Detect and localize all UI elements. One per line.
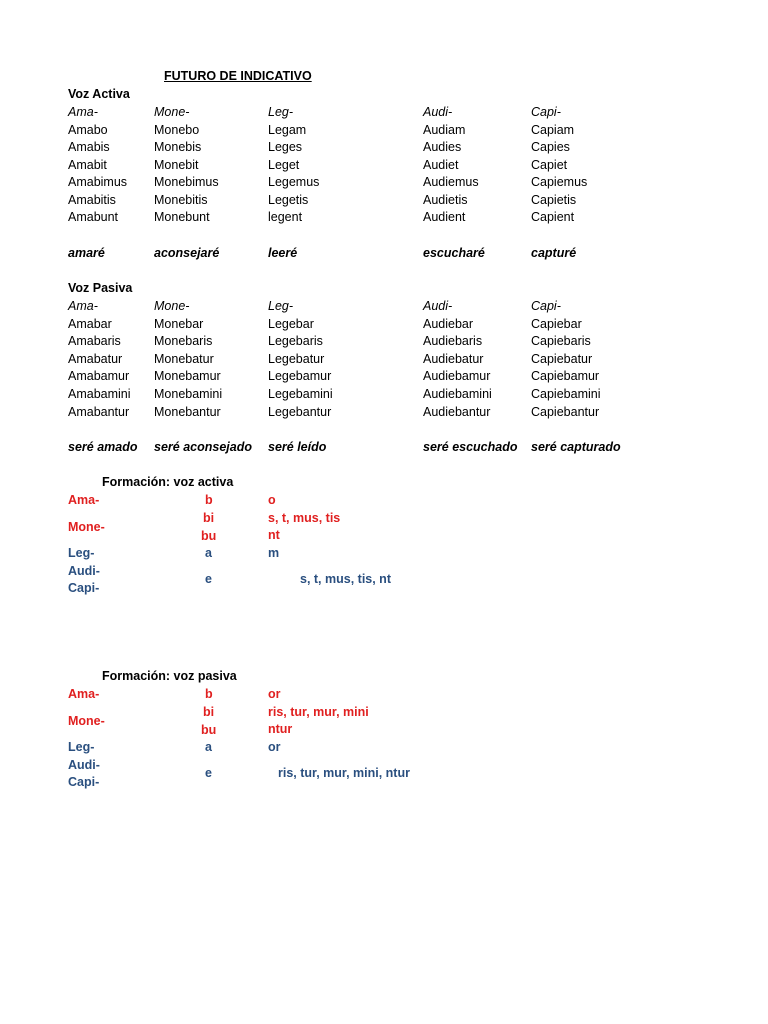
table-cell: Audiebamini: [423, 387, 492, 401]
table-cell: Monebamini: [154, 387, 223, 401]
pasiva-heading: Voz Pasiva: [68, 281, 133, 295]
translation: capturé: [531, 246, 577, 260]
formacion-activa-heading: Formación: voz activa: [102, 475, 234, 489]
stem-audi: Audi-: [68, 564, 100, 578]
pasiva-stem: Leg-: [268, 299, 294, 313]
table-cell: Capiebamur: [531, 369, 600, 383]
stem-mone: Mone-: [68, 714, 105, 728]
table-cell: Amabo: [68, 123, 108, 137]
table-cell: Amabatur: [68, 352, 123, 366]
activa-stem: Capi-: [531, 105, 561, 119]
table-cell: Amabar: [68, 317, 112, 331]
table-cell: Amabis: [68, 140, 110, 154]
ending-bu: nt: [268, 528, 280, 542]
table-cell: Monebaris: [154, 334, 213, 348]
table-cell: Audiebantur: [423, 405, 491, 419]
table-cell: Leges: [268, 140, 303, 154]
table-cell: legent: [268, 210, 303, 224]
table-cell: Legetis: [268, 193, 309, 207]
stem-mone: Mone-: [68, 520, 105, 534]
table-cell: Capietis: [531, 193, 577, 207]
table-cell: Audient: [423, 210, 466, 224]
table-cell: Capiebar: [531, 317, 582, 331]
table-cell: Capiebaris: [531, 334, 591, 348]
ending-e: ris, tur, mur, mini, ntur: [278, 766, 410, 780]
table-cell: Amabamur: [68, 369, 130, 383]
ending-a: or: [268, 740, 281, 754]
ending-bi: ris, tur, mur, mini: [268, 705, 369, 719]
ending-bu: ntur: [268, 722, 293, 736]
suffix-e: e: [205, 766, 212, 780]
table-cell: Capiam: [531, 123, 575, 137]
table-cell: Monebantur: [154, 405, 221, 419]
table-cell: Leget: [268, 158, 300, 172]
suffix-bi: bi: [203, 511, 215, 525]
suffix-b: b: [205, 493, 213, 507]
table-cell: Audiam: [423, 123, 466, 137]
activa-stem: Leg-: [268, 105, 294, 119]
stem-ama: Ama-: [68, 687, 100, 701]
stem-ama: Ama-: [68, 493, 100, 507]
translation: amaré: [68, 246, 105, 260]
activa-stem: Ama-: [68, 105, 98, 119]
table-cell: Monebar: [154, 317, 204, 331]
translation: seré leído: [268, 440, 327, 454]
translation: seré escuchado: [423, 440, 518, 454]
activa-stem: Mone-: [154, 105, 190, 119]
table-cell: Monebit: [154, 158, 199, 172]
table-cell: Capiebantur: [531, 405, 600, 419]
pasiva-stem: Ama-: [68, 299, 98, 313]
formacion-pasiva-heading: Formación: voz pasiva: [102, 669, 237, 683]
ending-bi: s, t, mus, tis: [268, 511, 341, 525]
table-cell: Audiebaris: [423, 334, 483, 348]
table-cell: Legebantur: [268, 405, 332, 419]
translation: seré amado: [68, 440, 138, 454]
activa-heading: Voz Activa: [68, 87, 130, 101]
suffix-a: a: [205, 740, 212, 754]
table-cell: Amabitis: [68, 193, 116, 207]
page-title: FUTURO DE INDICATIVO: [164, 69, 312, 83]
table-cell: Capiebamini: [531, 387, 601, 401]
pasiva-stem: Audi-: [423, 299, 453, 313]
table-cell: Monebis: [154, 140, 202, 154]
table-cell: Amabaris: [68, 334, 121, 348]
stem-audi: Audi-: [68, 758, 100, 772]
table-cell: Monebatur: [154, 352, 214, 366]
stem-capi: Capi-: [68, 581, 100, 595]
pasiva-stem: Capi-: [531, 299, 561, 313]
table-cell: Legebamur: [268, 369, 332, 383]
table-cell: Audiet: [423, 158, 459, 172]
table-cell: Legemus: [268, 175, 320, 189]
ending-or: or: [268, 687, 281, 701]
table-cell: Legebar: [268, 317, 314, 331]
ending-o: o: [268, 493, 276, 507]
suffix-bu: bu: [201, 723, 217, 737]
table-cell: Audiebatur: [423, 352, 484, 366]
suffix-a: a: [205, 546, 212, 560]
table-cell: Audies: [423, 140, 462, 154]
table-cell: Legebaris: [268, 334, 323, 348]
suffix-bi: bi: [203, 705, 215, 719]
table-cell: Legebatur: [268, 352, 325, 366]
stem-capi: Capi-: [68, 775, 100, 789]
suffix-bu: bu: [201, 529, 217, 543]
ending-e: s, t, mus, tis, nt: [300, 572, 391, 586]
table-cell: Capiemus: [531, 175, 588, 189]
table-cell: Monebamur: [154, 369, 221, 383]
activa-stem: Audi-: [423, 105, 453, 119]
table-cell: Amabit: [68, 158, 107, 172]
table-cell: Amabantur: [68, 405, 130, 419]
table-cell: Capies: [531, 140, 570, 154]
table-cell: Capiebatur: [531, 352, 593, 366]
pasiva-stem: Mone-: [154, 299, 190, 313]
table-cell: Capiet: [531, 158, 568, 172]
stem-leg: Leg-: [68, 740, 95, 754]
suffix-b: b: [205, 687, 213, 701]
ending-a: m: [268, 546, 280, 560]
table-cell: Legam: [268, 123, 307, 137]
translation: seré aconsejado: [154, 440, 252, 454]
table-cell: Legebamini: [268, 387, 333, 401]
table-cell: Audietis: [423, 193, 468, 207]
table-cell: Audiemus: [423, 175, 479, 189]
table-cell: Monebitis: [154, 193, 208, 207]
table-cell: Amabamini: [68, 387, 131, 401]
table-cell: Monebunt: [154, 210, 210, 224]
translation: aconsejaré: [154, 246, 220, 260]
suffix-e: e: [205, 572, 212, 586]
table-cell: Monebo: [154, 123, 200, 137]
translation: leeré: [268, 246, 298, 260]
table-cell: Audiebamur: [423, 369, 491, 383]
stem-leg: Leg-: [68, 546, 95, 560]
translation: seré capturado: [531, 440, 621, 454]
table-cell: Audiebar: [423, 317, 474, 331]
table-cell: Amabimus: [68, 175, 128, 189]
table-cell: Capient: [531, 210, 575, 224]
table-cell: Monebimus: [154, 175, 219, 189]
translation: escucharé: [423, 246, 485, 260]
table-cell: Amabunt: [68, 210, 119, 224]
